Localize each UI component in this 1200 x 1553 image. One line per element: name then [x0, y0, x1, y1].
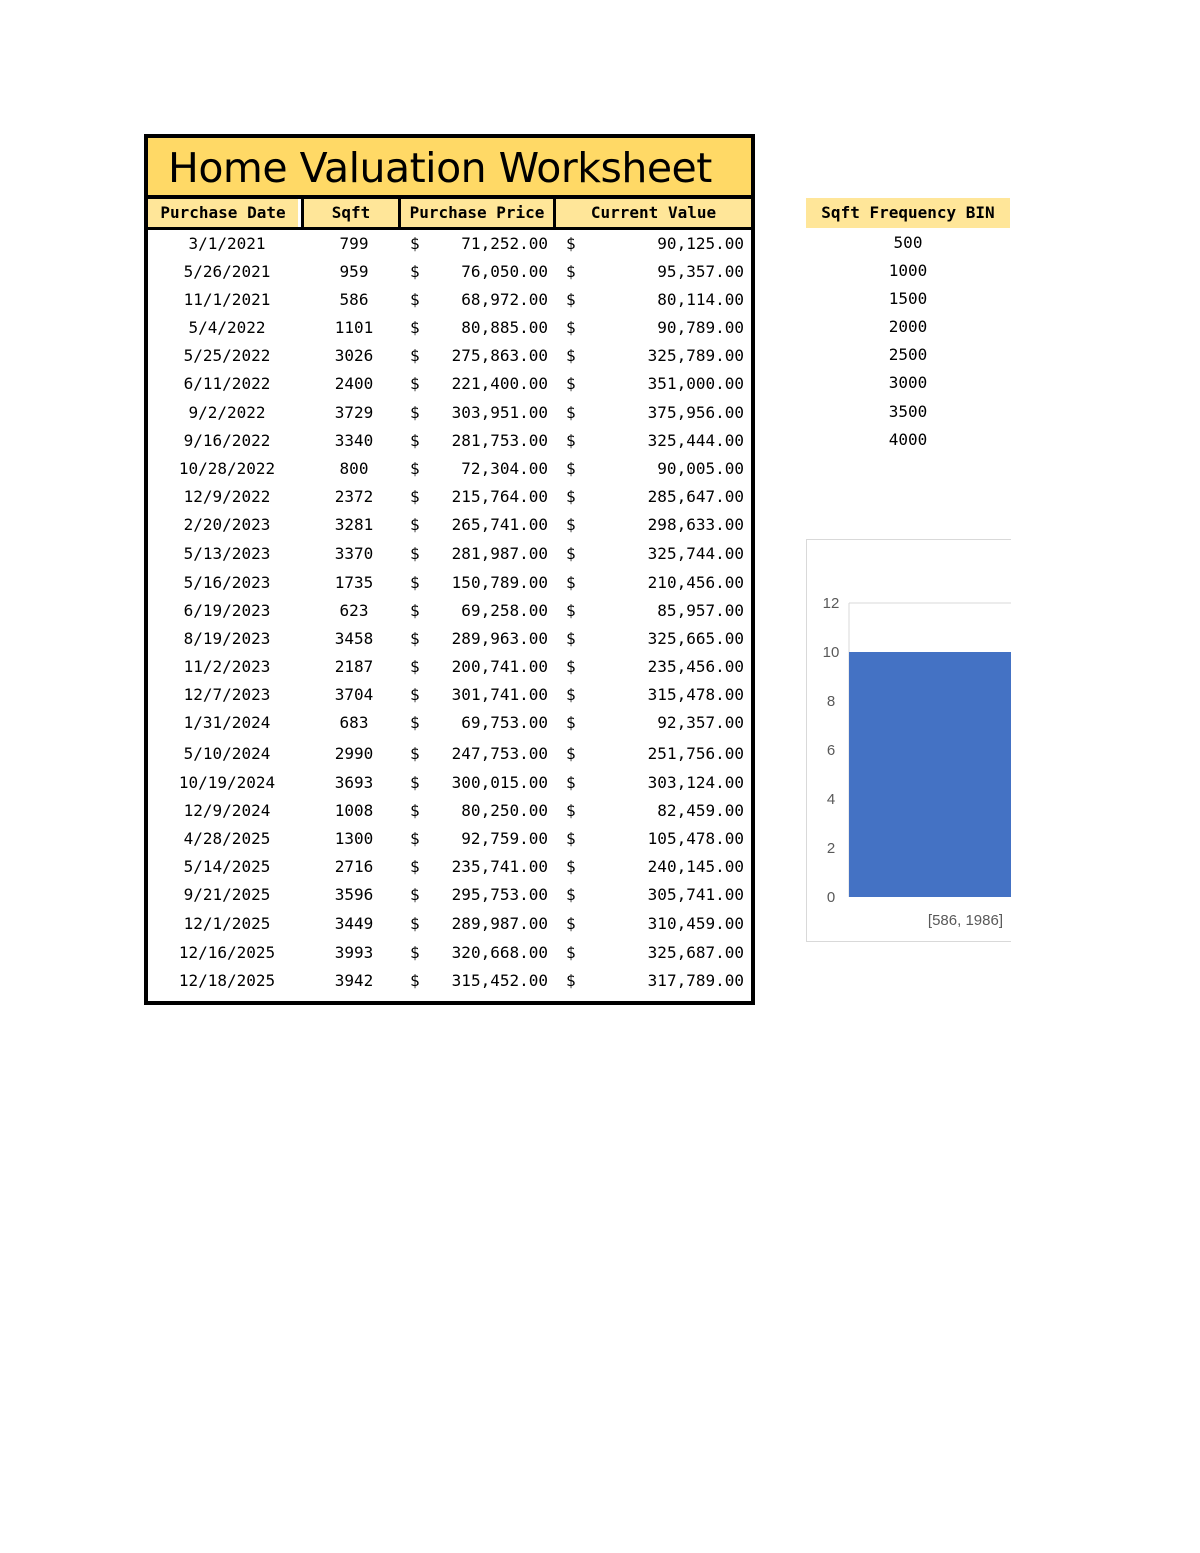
- purchase-price-cell[interactable]: 289,987.00: [451, 914, 548, 933]
- purchase-date-cell[interactable]: 1/31/2024: [183, 713, 271, 732]
- purchase-price-currency[interactable]: $: [410, 431, 420, 450]
- current-value-currency[interactable]: $: [566, 374, 576, 393]
- current-value-currency[interactable]: $: [566, 685, 576, 704]
- purchase-date-cell[interactable]: 6/19/2023: [183, 601, 271, 620]
- table-row: [148, 230, 751, 258]
- purchase-date-cell[interactable]: 9/21/2025: [183, 885, 271, 904]
- table-row: [148, 740, 751, 768]
- table-row: [148, 399, 751, 427]
- purchase-price-cell[interactable]: 92,759.00: [461, 829, 548, 848]
- table-row: [148, 540, 751, 568]
- table-row: [148, 625, 751, 653]
- current-value-currency[interactable]: $: [566, 318, 576, 337]
- table-row: [148, 286, 751, 314]
- purchase-price-currency[interactable]: $: [410, 773, 420, 792]
- sqft-cell[interactable]: 799: [339, 234, 369, 253]
- purchase-price-currency[interactable]: $: [410, 515, 420, 534]
- current-value-cell[interactable]: 90,789.00: [657, 318, 744, 337]
- current-value-cell[interactable]: 285,647.00: [647, 487, 744, 506]
- purchase-price-cell[interactable]: 68,972.00: [461, 290, 548, 309]
- purchase-date-cell[interactable]: 6/11/2022: [183, 374, 271, 393]
- purchase-date-cell[interactable]: 5/25/2022: [183, 346, 271, 365]
- table-row: [148, 853, 751, 881]
- sqft-cell[interactable]: 3026: [334, 346, 374, 365]
- sqft-cell[interactable]: 2400: [334, 374, 374, 393]
- table-row: [148, 455, 751, 483]
- purchase-date-cell[interactable]: 4/28/2025: [183, 829, 271, 848]
- purchase-date-cell[interactable]: 8/19/2023: [183, 629, 271, 648]
- y-tick-label: 0: [826, 889, 836, 906]
- purchase-price-cell[interactable]: 301,741.00: [451, 685, 548, 704]
- y-tick-label: 12: [822, 595, 840, 612]
- purchase-date-cell[interactable]: 5/16/2023: [183, 573, 271, 592]
- sqft-cell[interactable]: 1008: [334, 801, 374, 820]
- purchase-date-cell[interactable]: 5/10/2024: [183, 744, 271, 763]
- purchase-price-cell[interactable]: 281,753.00: [451, 431, 548, 450]
- current-value-currency[interactable]: $: [566, 544, 576, 563]
- purchase-price-cell[interactable]: 275,863.00: [451, 346, 548, 365]
- table-row: [148, 342, 751, 370]
- sqft-cell[interactable]: 3449: [334, 914, 374, 933]
- purchase-date-cell[interactable]: 9/16/2022: [183, 431, 271, 450]
- purchase-price-currency[interactable]: $: [410, 971, 420, 990]
- histogram-svg: [807, 540, 1011, 941]
- current-value-currency[interactable]: $: [566, 601, 576, 620]
- y-tick-label: 6: [826, 742, 836, 759]
- purchase-price-currency[interactable]: $: [410, 914, 420, 933]
- current-value-cell[interactable]: 351,000.00: [647, 374, 744, 393]
- purchase-price-cell[interactable]: 295,753.00: [451, 885, 548, 904]
- purchase-date-cell[interactable]: 12/7/2023: [183, 685, 271, 704]
- sqft-cell[interactable]: 3993: [334, 943, 374, 962]
- bin-value-cell[interactable]: 2500: [888, 345, 928, 364]
- current-value-currency[interactable]: $: [566, 629, 576, 648]
- sqft-cell[interactable]: 3704: [334, 685, 374, 704]
- current-value-cell[interactable]: 82,459.00: [657, 801, 744, 820]
- purchase-price-currency[interactable]: $: [410, 657, 420, 676]
- table-row: [148, 258, 751, 286]
- sqft-cell[interactable]: 959: [339, 262, 369, 281]
- purchase-price-cell[interactable]: 80,885.00: [461, 318, 548, 337]
- purchase-price-currency[interactable]: $: [410, 713, 420, 732]
- header-current-value[interactable]: Current Value: [553, 199, 751, 227]
- current-value-cell[interactable]: 251,756.00: [647, 744, 744, 763]
- title-bar: [148, 138, 751, 199]
- current-value-cell[interactable]: 325,744.00: [647, 544, 744, 563]
- current-value-cell[interactable]: 317,789.00: [647, 971, 744, 990]
- sqft-cell[interactable]: 3370: [334, 544, 374, 563]
- table-row: [148, 881, 751, 909]
- purchase-date-cell[interactable]: 12/16/2025: [178, 943, 276, 962]
- header-sqft[interactable]: Sqft: [301, 199, 398, 227]
- sqft-cell[interactable]: 3458: [334, 629, 374, 648]
- current-value-cell[interactable]: 315,478.00: [647, 685, 744, 704]
- current-value-cell[interactable]: 310,459.00: [647, 914, 744, 933]
- purchase-price-cell[interactable]: 200,741.00: [451, 657, 548, 676]
- purchase-date-cell[interactable]: 2/20/2023: [183, 515, 271, 534]
- bin-value-cell[interactable]: 1500: [888, 289, 928, 308]
- table-row: [148, 370, 751, 398]
- purchase-date-cell[interactable]: 5/14/2025: [183, 857, 271, 876]
- table-row: [148, 709, 751, 737]
- purchase-price-cell[interactable]: 289,963.00: [451, 629, 548, 648]
- current-value-currency[interactable]: $: [566, 403, 576, 422]
- current-value-cell[interactable]: 305,741.00: [647, 885, 744, 904]
- table-row: [148, 483, 751, 511]
- current-value-cell[interactable]: 92,357.00: [657, 713, 744, 732]
- sqft-cell[interactable]: 586: [339, 290, 369, 309]
- current-value-currency[interactable]: $: [566, 262, 576, 281]
- purchase-date-cell[interactable]: 10/28/2022: [178, 459, 276, 478]
- purchase-price-cell[interactable]: 69,258.00: [461, 601, 548, 620]
- current-value-cell[interactable]: 210,456.00: [647, 573, 744, 592]
- sqft-cell[interactable]: 1300: [334, 829, 374, 848]
- purchase-price-currency[interactable]: $: [410, 857, 420, 876]
- purchase-date-cell[interactable]: 3/1/2021: [188, 234, 266, 253]
- purchase-price-currency[interactable]: $: [410, 262, 420, 281]
- purchase-price-currency[interactable]: $: [410, 943, 420, 962]
- bin-value-cell[interactable]: 2000: [888, 317, 928, 336]
- purchase-price-cell[interactable]: 247,753.00: [451, 744, 548, 763]
- current-value-cell[interactable]: 325,665.00: [647, 629, 744, 648]
- purchase-date-cell[interactable]: 5/13/2023: [183, 544, 271, 563]
- purchase-price-currency[interactable]: $: [410, 234, 420, 253]
- current-value-currency[interactable]: $: [566, 431, 576, 450]
- sqft-cell[interactable]: 800: [339, 459, 369, 478]
- histogram-bar[interactable]: [849, 652, 1011, 897]
- current-value-cell[interactable]: 90,125.00: [657, 234, 744, 253]
- y-tick-label: 8: [826, 693, 836, 710]
- current-value-currency[interactable]: $: [566, 801, 576, 820]
- current-value-cell[interactable]: 298,633.00: [647, 515, 744, 534]
- sqft-cell[interactable]: 2990: [334, 744, 374, 763]
- current-value-currency[interactable]: $: [566, 515, 576, 534]
- sqft-cell[interactable]: 3596: [334, 885, 374, 904]
- worksheet-title: Home Valuation Worksheet: [168, 144, 712, 192]
- purchase-price-cell[interactable]: 235,741.00: [451, 857, 548, 876]
- current-value-currency[interactable]: $: [566, 744, 576, 763]
- purchase-price-cell[interactable]: 281,987.00: [451, 544, 548, 563]
- purchase-date-cell[interactable]: 12/18/2025: [178, 971, 276, 990]
- purchase-price-cell[interactable]: 80,250.00: [461, 801, 548, 820]
- purchase-price-cell[interactable]: 221,400.00: [451, 374, 548, 393]
- purchase-price-currency[interactable]: $: [410, 744, 420, 763]
- current-value-currency[interactable]: $: [566, 573, 576, 592]
- bin-value-cell[interactable]: 3000: [888, 373, 928, 392]
- current-value-cell[interactable]: 240,145.00: [647, 857, 744, 876]
- table-row: [148, 681, 751, 709]
- purchase-date-cell[interactable]: 9/2/2022: [188, 403, 266, 422]
- purchase-date-cell[interactable]: 10/19/2024: [178, 773, 276, 792]
- y-tick-label: 10: [822, 644, 840, 661]
- current-value-cell[interactable]: 90,005.00: [657, 459, 744, 478]
- table-row: [148, 797, 751, 825]
- current-value-cell[interactable]: 85,957.00: [657, 601, 744, 620]
- purchase-price-cell[interactable]: 320,668.00: [451, 943, 548, 962]
- purchase-price-cell[interactable]: 300,015.00: [451, 773, 548, 792]
- current-value-currency[interactable]: $: [566, 657, 576, 676]
- purchase-price-currency[interactable]: $: [410, 290, 420, 309]
- column-header-row: [148, 199, 751, 230]
- purchase-price-currency[interactable]: $: [410, 573, 420, 592]
- purchase-price-currency[interactable]: $: [410, 829, 420, 848]
- bin-header[interactable]: Sqft Frequency BIN: [806, 198, 1010, 228]
- header-purchase-date[interactable]: Purchase Date: [148, 199, 298, 227]
- purchase-price-currency[interactable]: $: [410, 885, 420, 904]
- current-value-currency[interactable]: $: [566, 971, 576, 990]
- table-row: [148, 967, 751, 995]
- current-value-currency[interactable]: $: [566, 773, 576, 792]
- current-value-currency[interactable]: $: [566, 459, 576, 478]
- table-row: [148, 314, 751, 342]
- current-value-currency[interactable]: $: [566, 234, 576, 253]
- purchase-price-cell[interactable]: 72,304.00: [461, 459, 548, 478]
- purchase-date-cell[interactable]: 5/26/2021: [183, 262, 271, 281]
- purchase-date-cell[interactable]: 12/9/2022: [183, 487, 271, 506]
- sqft-cell[interactable]: 3693: [334, 773, 374, 792]
- bin-value-cell[interactable]: 1000: [888, 261, 928, 280]
- purchase-price-cell[interactable]: 315,452.00: [451, 971, 548, 990]
- purchase-price-cell[interactable]: 150,789.00: [451, 573, 548, 592]
- sqft-cell[interactable]: 3729: [334, 403, 374, 422]
- table-row: [148, 569, 751, 597]
- current-value-currency[interactable]: $: [566, 943, 576, 962]
- current-value-cell[interactable]: 325,789.00: [647, 346, 744, 365]
- purchase-price-currency[interactable]: $: [410, 318, 420, 337]
- purchase-price-cell[interactable]: 76,050.00: [461, 262, 548, 281]
- sqft-cell[interactable]: 683: [339, 713, 369, 732]
- current-value-cell[interactable]: 105,478.00: [647, 829, 744, 848]
- purchase-price-currency[interactable]: $: [410, 544, 420, 563]
- current-value-cell[interactable]: 95,357.00: [657, 262, 744, 281]
- current-value-cell[interactable]: 303,124.00: [647, 773, 744, 792]
- current-value-cell[interactable]: 375,956.00: [647, 403, 744, 422]
- current-value-currency[interactable]: $: [566, 829, 576, 848]
- purchase-price-currency[interactable]: $: [410, 601, 420, 620]
- purchase-price-currency[interactable]: $: [410, 403, 420, 422]
- current-value-currency[interactable]: $: [566, 290, 576, 309]
- table-row: [148, 769, 751, 797]
- table-row: [148, 597, 751, 625]
- sqft-cell[interactable]: 3340: [334, 431, 374, 450]
- y-tick-label: 4: [826, 791, 836, 808]
- histogram-chart[interactable]: [806, 539, 1011, 942]
- table-row: [148, 939, 751, 967]
- table-row: [148, 511, 751, 539]
- table-row: [148, 910, 751, 938]
- sqft-cell[interactable]: 623: [339, 601, 369, 620]
- sqft-cell[interactable]: 2187: [334, 657, 374, 676]
- worksheet-table: [144, 134, 755, 1005]
- purchase-price-currency[interactable]: $: [410, 346, 420, 365]
- purchase-date-cell[interactable]: 5/4/2022: [188, 318, 266, 337]
- purchase-price-cell[interactable]: 303,951.00: [451, 403, 548, 422]
- current-value-currency[interactable]: $: [566, 857, 576, 876]
- purchase-price-currency[interactable]: $: [410, 629, 420, 648]
- purchase-date-cell[interactable]: 11/2/2023: [183, 657, 271, 676]
- table-row: [148, 427, 751, 455]
- sqft-cell[interactable]: 2372: [334, 487, 374, 506]
- purchase-date-cell[interactable]: 12/9/2024: [183, 801, 271, 820]
- bin-value-cell[interactable]: 500: [893, 233, 923, 252]
- sqft-cell[interactable]: 1101: [334, 318, 374, 337]
- x-category-label: [586, 1986]: [927, 912, 1003, 929]
- current-value-currency[interactable]: $: [566, 713, 576, 732]
- sqft-cell[interactable]: 3281: [334, 515, 374, 534]
- current-value-cell[interactable]: 325,444.00: [647, 431, 744, 450]
- table-row: [148, 825, 751, 853]
- y-tick-label: 2: [826, 840, 836, 857]
- purchase-date-cell[interactable]: 11/1/2021: [183, 290, 271, 309]
- current-value-cell[interactable]: 235,456.00: [647, 657, 744, 676]
- header-purchase-price[interactable]: Purchase Price: [398, 199, 553, 227]
- current-value-cell[interactable]: 325,687.00: [647, 943, 744, 962]
- current-value-cell[interactable]: 80,114.00: [657, 290, 744, 309]
- current-value-currency[interactable]: $: [566, 885, 576, 904]
- purchase-price-currency[interactable]: $: [410, 374, 420, 393]
- bin-value-cell[interactable]: 3500: [888, 402, 928, 421]
- purchase-price-currency[interactable]: $: [410, 459, 420, 478]
- purchase-date-cell[interactable]: 12/1/2025: [183, 914, 271, 933]
- purchase-price-cell[interactable]: 215,764.00: [451, 487, 548, 506]
- table-row: [148, 653, 751, 681]
- purchase-price-cell[interactable]: 69,753.00: [461, 713, 548, 732]
- current-value-currency[interactable]: $: [566, 914, 576, 933]
- bin-value-cell[interactable]: 4000: [888, 430, 928, 449]
- sqft-cell[interactable]: 3942: [334, 971, 374, 990]
- purchase-price-currency[interactable]: $: [410, 801, 420, 820]
- current-value-currency[interactable]: $: [566, 346, 576, 365]
- purchase-price-currency[interactable]: $: [410, 487, 420, 506]
- sqft-cell[interactable]: 1735: [334, 573, 374, 592]
- current-value-currency[interactable]: $: [566, 487, 576, 506]
- purchase-price-cell[interactable]: 71,252.00: [461, 234, 548, 253]
- purchase-price-currency[interactable]: $: [410, 685, 420, 704]
- sqft-cell[interactable]: 2716: [334, 857, 374, 876]
- purchase-price-cell[interactable]: 265,741.00: [451, 515, 548, 534]
